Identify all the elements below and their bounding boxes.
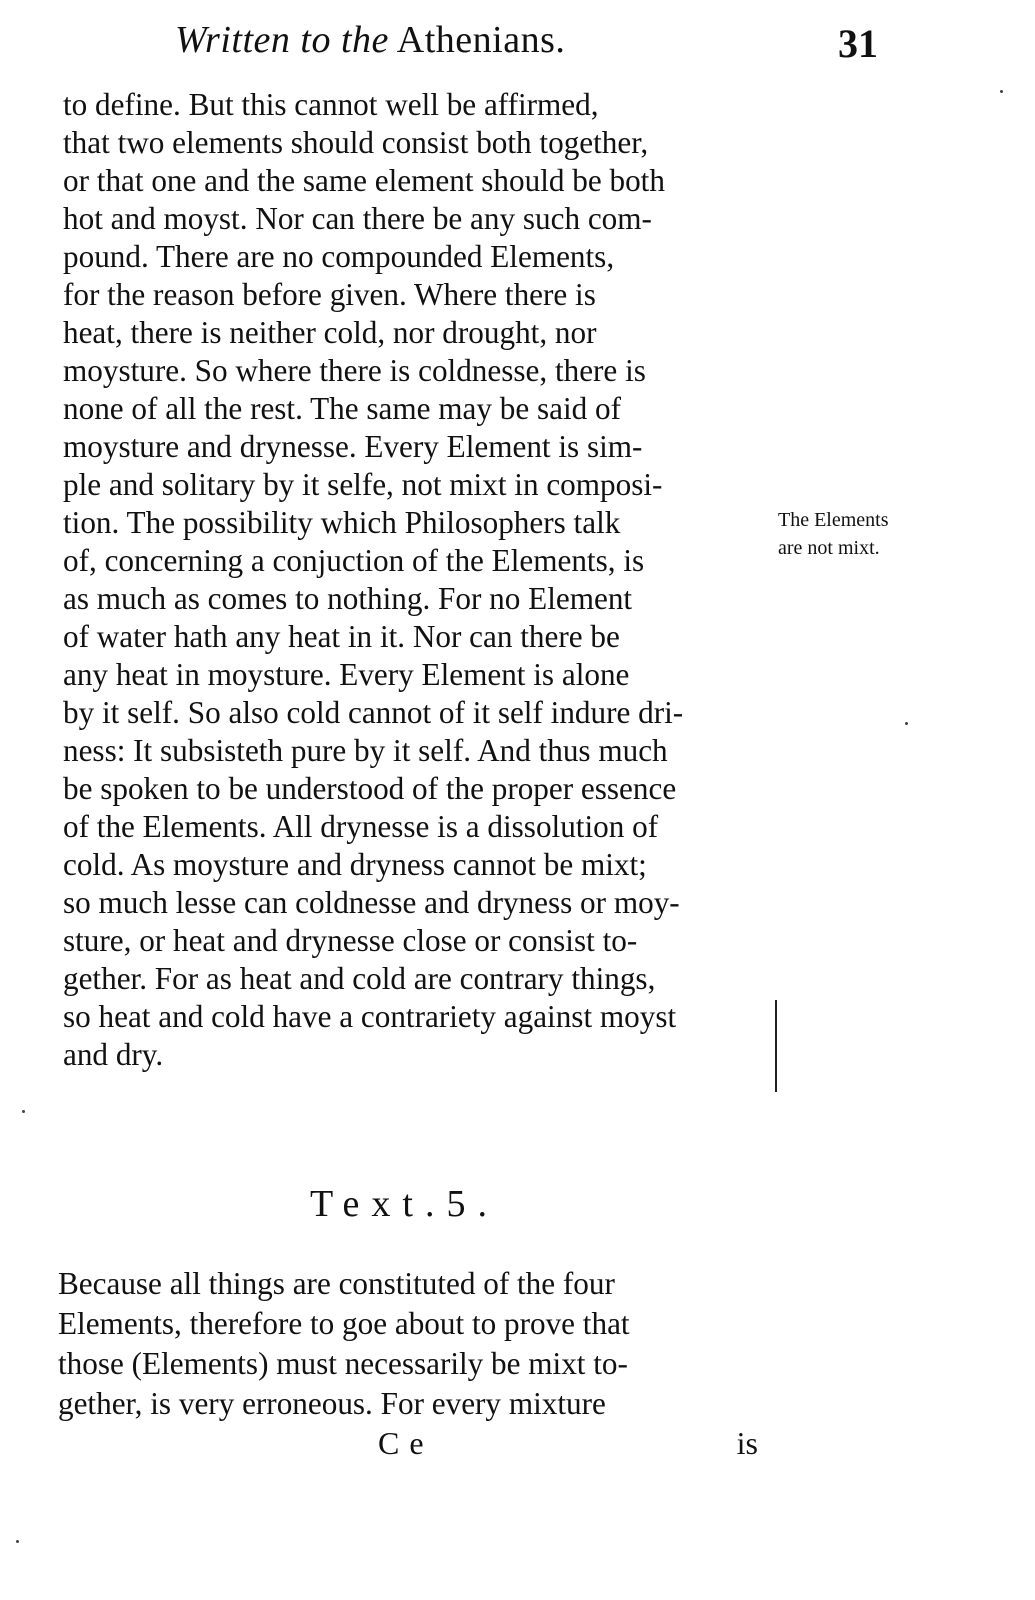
body-line: ness: It subsisteth pure by it self. And thus much	[63, 733, 668, 768]
body-line: gether. For as heat and cold are contrary things,	[63, 961, 656, 996]
body-line: tion. The possibility which Philosophers talk	[63, 505, 621, 540]
body-line: moysture. So where there is coldnesse, there is	[63, 353, 646, 388]
body-line: for the reason before given. Where there is	[63, 277, 596, 312]
running-head-roman: Athenians.	[396, 19, 566, 61]
marginal-note	[778, 506, 889, 562]
body-line: so much lesse can coldnesse and dryness or moy-	[63, 885, 680, 920]
ink-speck	[1000, 90, 1003, 93]
body-line: sture, or heat and drynesse close or consist to-	[63, 923, 638, 958]
body-line: so heat and cold have a contrariety against moyst	[63, 999, 677, 1034]
body-line: by it self. So also cold cannot of it self indure dri-	[63, 695, 684, 730]
page-number: 31	[838, 21, 878, 66]
body-line: to define. But this cannot well be affirmed,	[63, 87, 599, 122]
text5-paragraph	[58, 1264, 758, 1424]
body-line: of, concerning a conjuction of the Elements, is	[63, 543, 645, 578]
ink-speck	[16, 1540, 19, 1543]
body-line: hot and moyst. Nor can there be any such com-	[63, 201, 652, 236]
running-head	[175, 18, 565, 62]
body-line: heat, there is neither cold, nor drought, nor	[63, 315, 597, 350]
text5-line: Because all things are constituted of the four	[58, 1266, 615, 1301]
text5-line: gether, is very erroneous. For every mixture	[58, 1386, 606, 1421]
body-line: as much as comes to nothing. For no Element	[63, 581, 633, 616]
body-line: and dry.	[63, 1037, 164, 1072]
body-line: none of all the rest. The same may be said of	[63, 391, 622, 426]
signature-mark: Ce	[378, 1425, 434, 1461]
marginal-note-line: The Elements	[778, 509, 889, 531]
text5-line: Elements, therefore to goe about to prove that	[58, 1306, 630, 1341]
body-line: moysture and drynesse. Every Element is sim-	[63, 429, 643, 464]
body-line: of the Elements. All drynesse is a dissolution of	[63, 809, 659, 844]
body-line: that two elements should consist both together,	[63, 125, 649, 160]
ink-speck	[905, 722, 908, 725]
body-line: of water hath any heat in it. Nor can there be	[63, 619, 620, 654]
marginal-note-line: are not mixt.	[778, 537, 880, 559]
body-line: ple and solitary by it selfe, not mixt in composi-	[63, 467, 663, 502]
body-line: any heat in moysture. Every Element is alone	[63, 657, 630, 692]
text5-line: those (Elements) must necessarily be mixt to-	[58, 1346, 628, 1381]
catchword: is	[736, 1425, 758, 1461]
running-head-italic: Written to the	[175, 19, 389, 61]
margin-bracket-rule	[775, 1000, 777, 1092]
body-line: be spoken to be understood of the proper essence	[63, 771, 677, 806]
ink-speck	[22, 1110, 25, 1113]
body-line: pound. There are no compounded Elements,	[63, 239, 615, 274]
body-line: cold. As moysture and dryness cannot be mixt;	[63, 847, 647, 882]
section-heading: Text.5.	[310, 1183, 499, 1225]
body-paragraph	[63, 86, 753, 1074]
body-line: or that one and the same element should be both	[63, 163, 665, 198]
